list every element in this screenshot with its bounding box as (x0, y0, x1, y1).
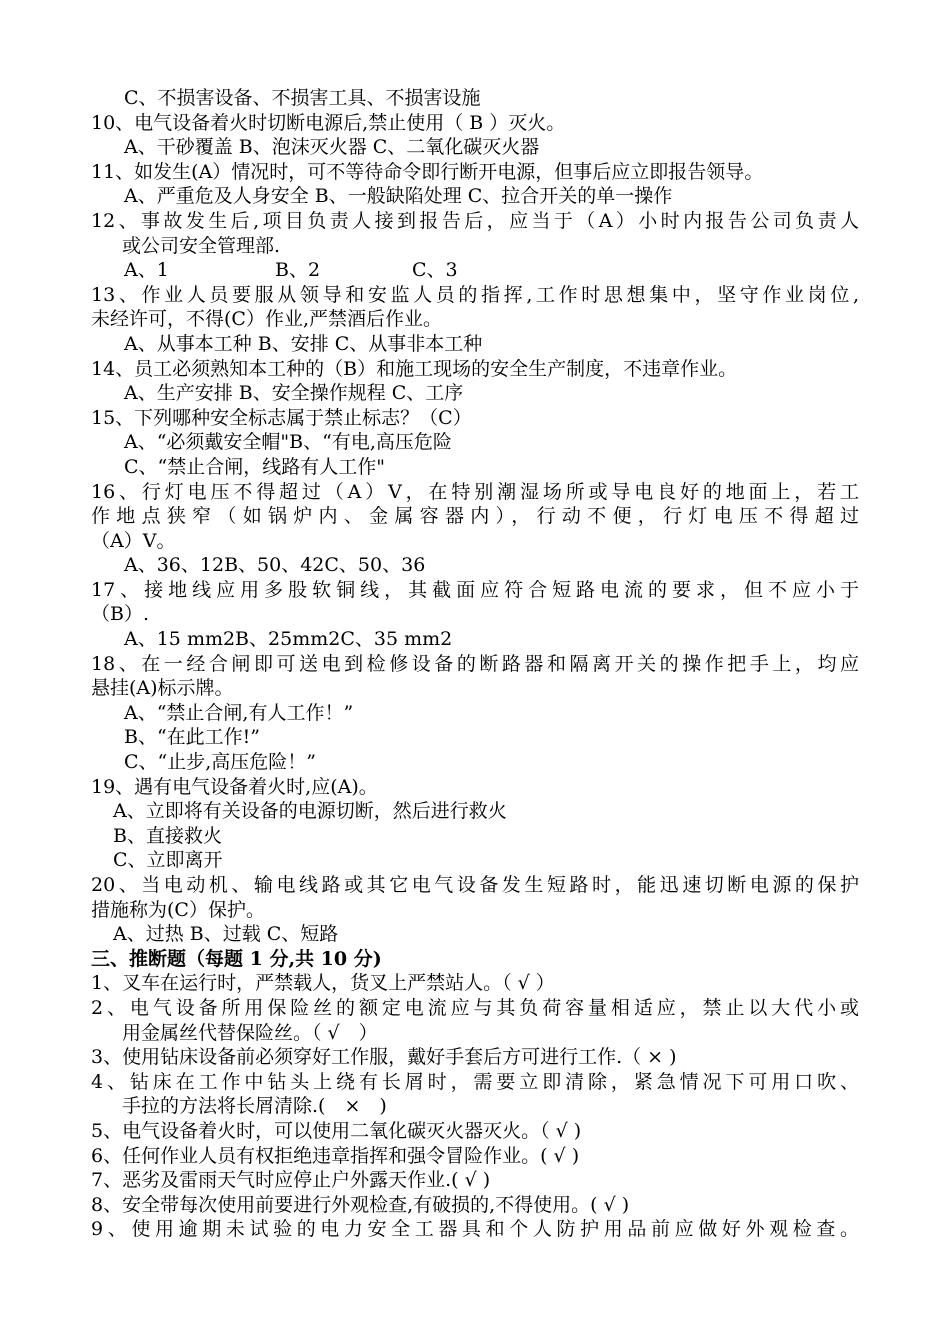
text-line: 14、员工必须熟知本工种的（B）和施工现场的安全生产制度，不违章作业。 (91, 357, 738, 380)
text-line: 6、任何作业人员有权拒绝违章指挥和强令冒险作业。( √ ) (91, 1144, 580, 1167)
text-line: A、15 mm2B、25mm2C、35 mm2 (124, 628, 453, 651)
option-item: A、1 (124, 259, 169, 282)
option-item: C、3 (412, 259, 458, 282)
text-line: B、直接救火 (113, 824, 222, 847)
text-line: B、“在此工作!” (124, 726, 261, 749)
text-line: 或公司安全管理部. (122, 234, 281, 257)
text-line: C、“禁止合闸，线路有人工作" (124, 455, 385, 478)
text-line: A、严重危及人身安全 B、一般缺陷处理 C、拉合开关的单一操作 (124, 185, 673, 208)
document-page (0, 86, 950, 1242)
text-line: 3、使用钻床设备前必须穿好工作服，戴好手套后方可进行工作.（ × ) (91, 1046, 677, 1069)
option-item: B、2 (275, 259, 321, 282)
text-line: 5、电气设备着火时，可以使用二氧化碳灭火器灭火。（ √ ) (91, 1119, 582, 1142)
text-line: 13、作业人员要服从领导和安监人员的指挥,工作时思想集中，坚守作业岗位, (91, 283, 859, 306)
text-line: A、36、12B、50、42C、50、36 (124, 554, 426, 577)
text-line: （A）V。 (91, 529, 176, 552)
text-line: A、干砂覆盖 B、泡沫灭火器 C、二氧化碳灭火器 (124, 136, 540, 159)
text-line: 未经许可，不得(C）作业,严禁酒后作业。 (91, 308, 442, 331)
text-line: 11、如发生(A）情况时，可不等待命令即行断开电源，但事后应立即报告领导。 (91, 160, 764, 183)
text-line: 15、下列哪种安全标志属于禁止标志？（C） (91, 406, 472, 429)
text-line: A、生产安排 B、安全操作规程 C、工序 (124, 382, 464, 405)
text-line: 16、行灯电压不得超过（A）V，在特别潮湿场所或导电良好的地面上，若工 (91, 480, 859, 503)
text-line: 4、钻床在工作中钻头上绕有长屑时，需要立即清除，紧急情况下可用口吹、 (91, 1070, 859, 1093)
text-line: 作地点狭窄（如锅炉内、金属容器内），行动不便，行灯电压不得超过 (91, 505, 859, 528)
text-line: 2、电气设备所用保险丝的额定电流应与其负荷容量相适应，禁止以大代小或 (91, 996, 859, 1019)
text-line: 17、接地线应用多股软铜线，其截面应符合短路电流的要求，但不应小于 (91, 578, 859, 601)
text-line: A、“禁止合闸,有人工作！” (124, 701, 354, 724)
text-line: 手拉的方法将长屑清除.( × ) (122, 1095, 387, 1118)
text-line: （B）. (91, 603, 150, 626)
text-line: C、立即离开 (113, 849, 223, 872)
text-line: 1、叉车在运行时，严禁载人，货叉上严禁站人。（ √ ） (91, 972, 555, 995)
text-line: C、不损害设备、不损害工具、不损害设施 (124, 87, 481, 109)
text-line: 12、事故发生后,项目负责人接到报告后，应当于（A）小时内报告公司负责人 (91, 209, 859, 232)
text-line: 措施称为(C）保护。 (91, 898, 265, 921)
text-line: 18、在一经合闸即可送电到检修设备的断路器和隔离开关的操作把手上，均应 (91, 652, 859, 675)
text-line: A、从事本工种 B、安排 C、从事非本工种 (124, 332, 483, 355)
text-line: 9、使用逾期未试验的电力安全工器具和个人防护用品前应做好外观检查。 (91, 1218, 859, 1241)
text-line: A、过热 B、过载 C、短路 (113, 923, 339, 946)
text-line: 三、推断题（每题 1 分,共 10 分) (91, 947, 382, 970)
text-line: 7、恶劣及雷雨天气时应停止户外露天作业.( √ ) (91, 1169, 491, 1192)
text-line: 20、当电动机、输电线路或其它电气设备发生短路时，能迅速切断电源的保护 (91, 874, 859, 896)
text-line: 10、电气设备着火时切断电源后,禁止使用（ B ）灭火。 (91, 111, 566, 134)
text-line: 用金属丝代替保险丝。（ √ ） (122, 1021, 378, 1044)
text-line: A、“必须戴安全帽"B、“有电,高压危险 (124, 431, 452, 454)
text-line: C、“止步,高压危险！” (124, 751, 317, 774)
text-line: 19、遇有电气设备着火时,应(A)。 (91, 775, 378, 798)
text-line: A、立即将有关设备的电源切断，然后进行救火 (113, 800, 507, 823)
text-line: 悬挂(A)标示牌。 (91, 677, 234, 700)
text-line (0, 258, 950, 283)
text-line: 8、安全带每次使用前要进行外观检查,有破损的,不得使用。( √ ) (91, 1193, 630, 1216)
